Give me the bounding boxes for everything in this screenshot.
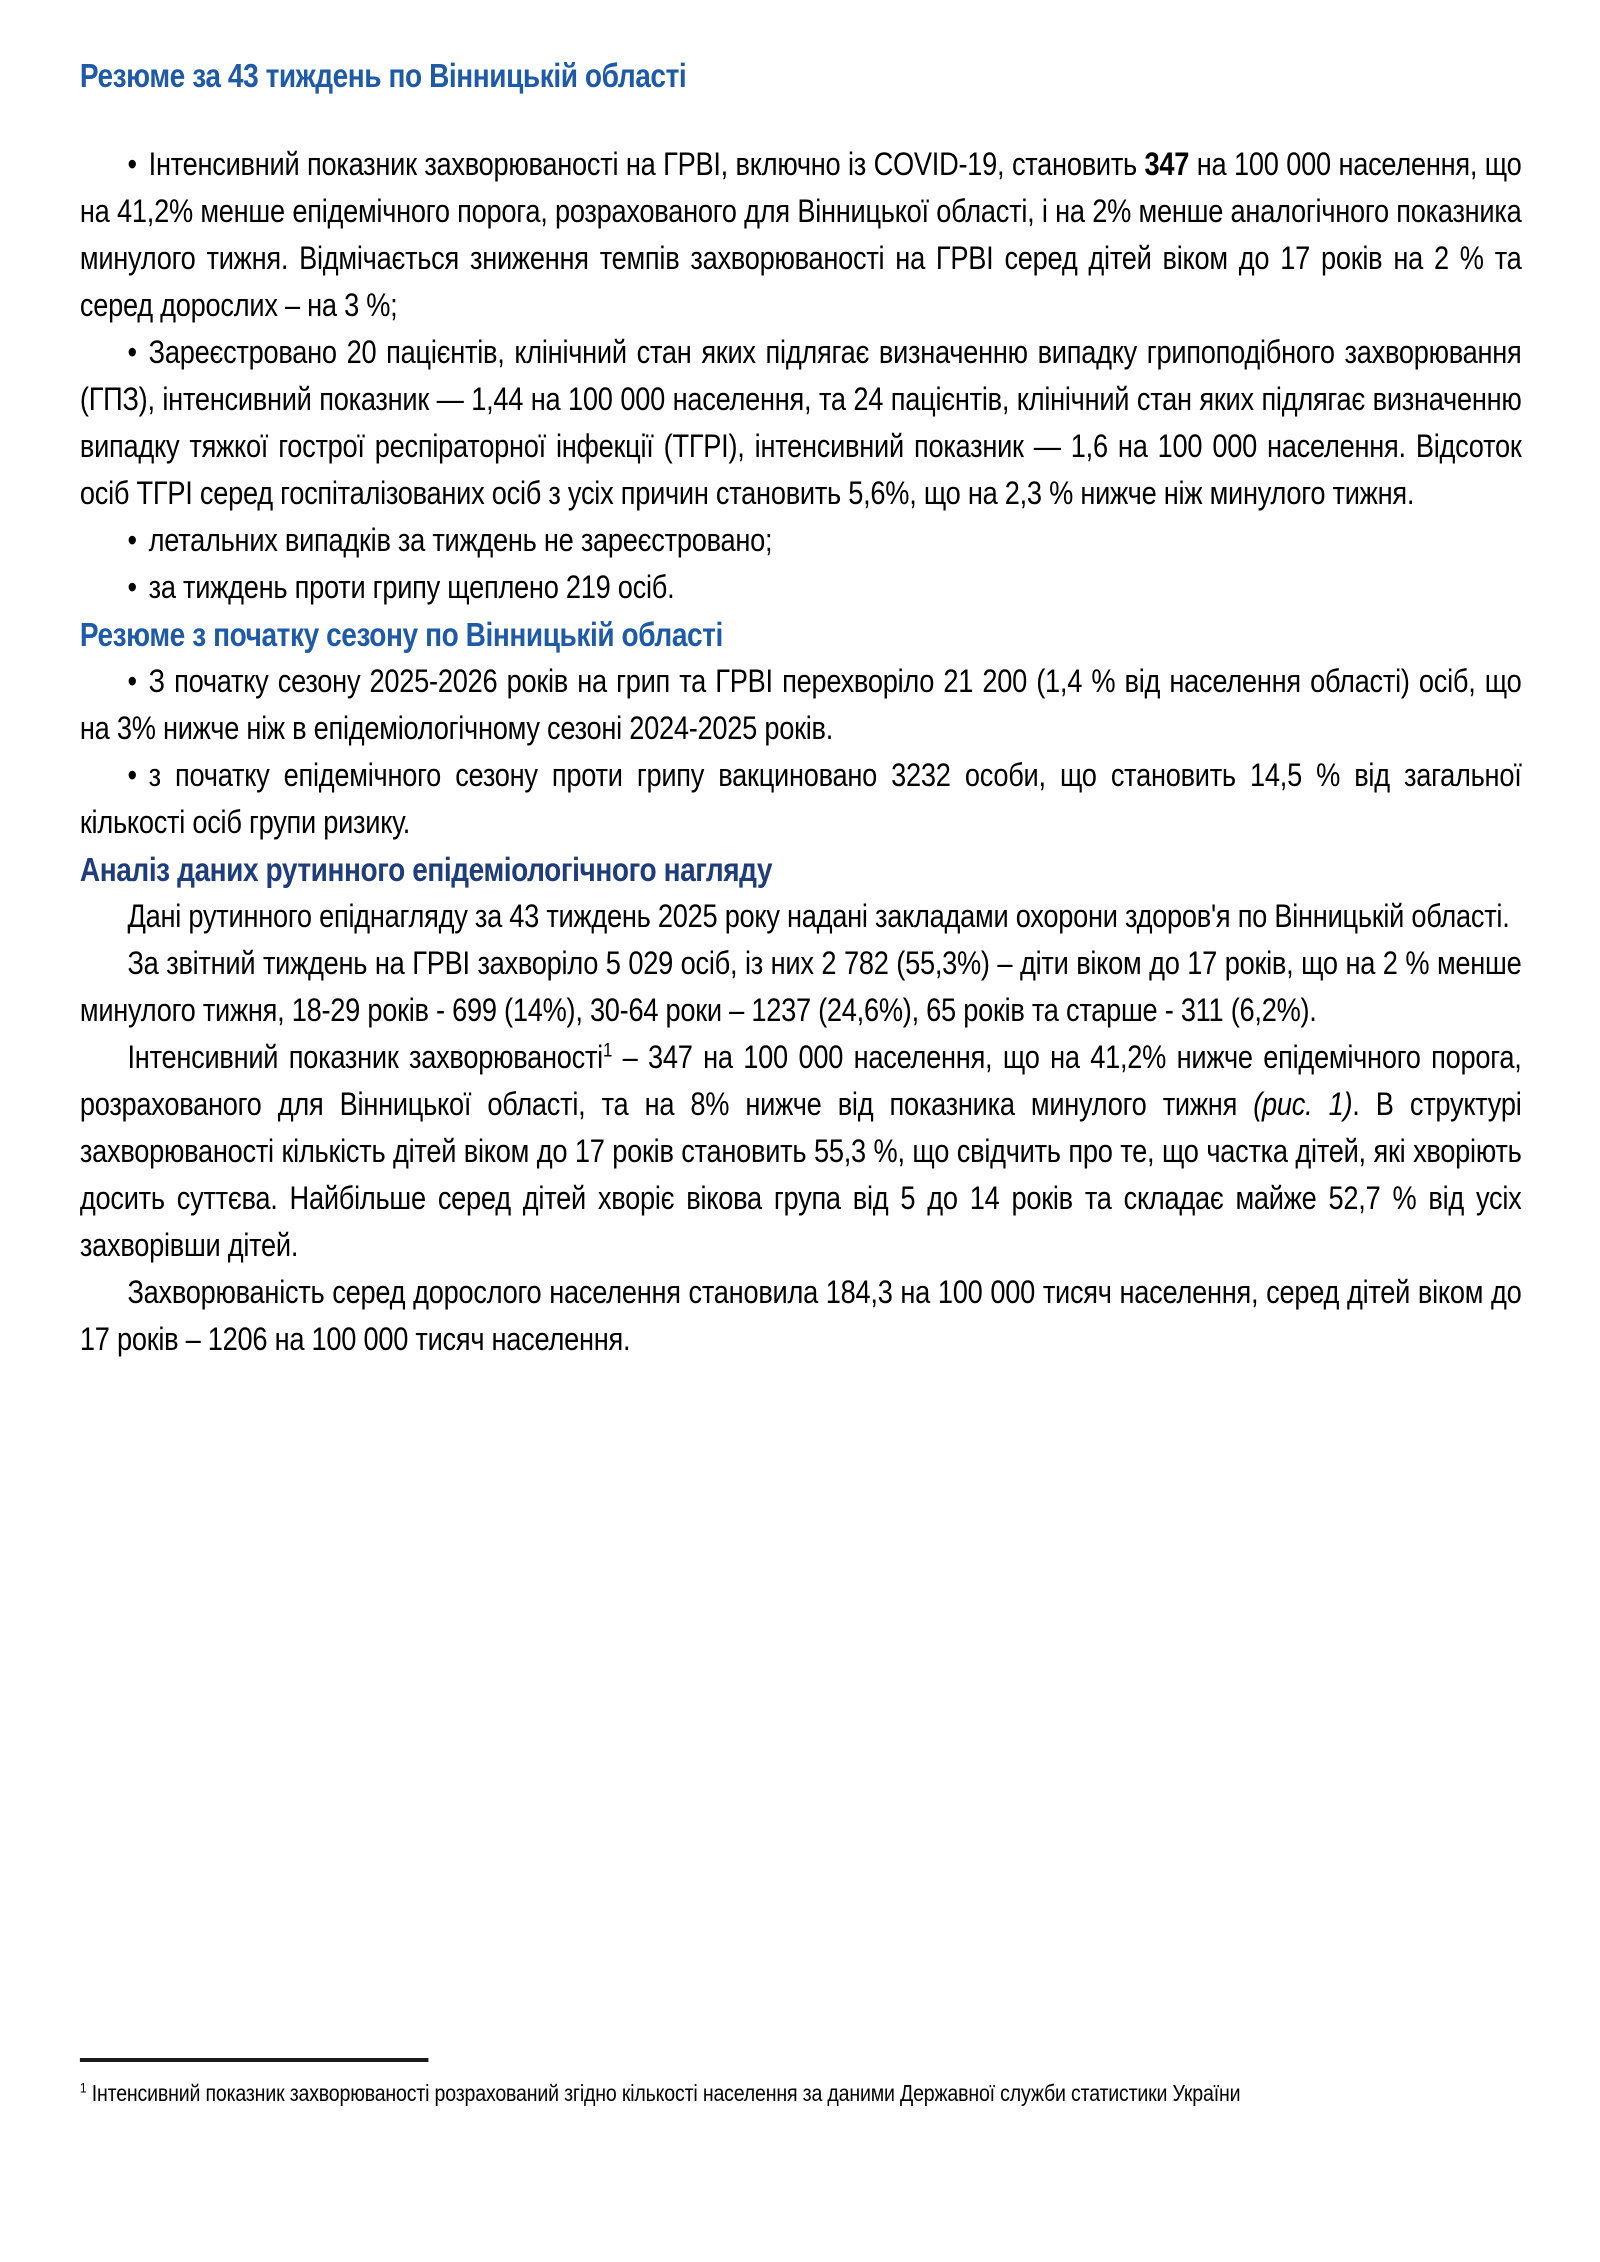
bullet-icon: • [127,146,137,182]
figure-reference: (рис. 1) [1253,1086,1353,1122]
para-text: . В структурі захворюваності кількість дітей віком до 17 років становить 55,3 %, що свідчить про те, що частка дітей, які хворіють досить суттєва. Найбільше серед дітей хворіє вікова група від 5 до 14 років та складає майже 52,7 % від усіх захворівши дітей. [79,1086,1522,1263]
bullet-text: Інтенсивний показник захворюваності на ГРВІ, включно із COVID-19, становить [148,146,1145,182]
bullet-icon: • [127,569,137,605]
heading-routine-surveillance: Аналіз даних рутинного епідеміологічного нагляду [79,851,773,888]
footnote-text [80,2076,1355,2110]
bullet-season-cases [80,658,1522,752]
bullet-ili-sari-cases [80,329,1522,517]
bullet-icon: • [127,334,137,370]
para-weekly-cases-breakdown: За звітний тиждень на ГРВІ захворіло 5 029 осіб, із них 2 782 (55,3%) – діти віком до 17 років, що на 2 % менше минулого тижня, 18-29 років - 699 (14%), 30-64 роки – 1237 (24,6%), 65 років та старше - 311 (6,2%). [79,945,1522,1028]
bullet-icon: • [127,663,137,699]
bullet-season-vaccinated [80,752,1522,846]
heading-season-summary: Резюме з початку сезону по Вінницькій області [79,616,723,653]
para-text: – 347 на 100 000 населення, що на 41,2% нижче епідемічного порога, розрахованого для Вінницької області, та на 8% нижче від показника минулого тижня [79,1039,1522,1122]
bullet-icon: • [127,522,137,558]
bullet-icon: • [127,757,137,793]
footnote-block [80,2058,1522,2110]
bullet-incidence-rate [80,141,1522,329]
para-text: Інтенсивний показник захворюваності [127,1039,603,1075]
heading-week-summary: Резюме за 43 тиждень по Вінницькій області [79,57,687,94]
bullet-text: на 100 000 населення, що на 41,2% менше епідемічного порога, розрахованого для Вінницької області, і на 2% менше аналогічного показника минулого тижня. Відмічається зниження темпів захворюваності на ГРВІ серед дітей віком до 17 років на 2 % та серед дорослих – на 3 %; [79,146,1522,323]
bullet-text: З початку сезону 2025-2026 років на грип та ГРВІ перехворіло 21 200 (1,4 % від населення області) осіб, що на 3% нижче ніж в епідеміологічному сезоні 2024-2025 років. [79,663,1522,746]
footnote-marker-1: 1 [79,2080,87,2097]
bullet-flu-vaccinated-week [80,564,1522,611]
para-data-source: Дані рутинного епіднагляду за 43 тиждень 2025 року надані закладами охорони здоров'я по Вінницькій області. [127,898,1510,934]
bullet-text: за тиждень проти грипу щеплено 219 осіб. [148,569,675,605]
bullet-no-deaths [80,517,1522,564]
bold-value-347: 347 [1144,146,1190,182]
bullet-text: Зареєстровано 20 пацієнтів, клінічний стан яких підлягає визначенню випадку грипоподібного захворювання (ГПЗ), інтенсивний показник — 1,44 на 100 000 населення, та 24 пацієнтів, клінічний стан яких підлягає визначенню випадку тяжкої гострої респіраторної інфекції (ТГРІ), інтенсивний показник — 1,6 на 100 000 населення. Відсоток осіб ТГРІ серед госпіталізованих осіб з усіх причин становить 5,6%, що на 2,3 % нижче ніж минулого тижня. [79,334,1522,511]
para-incidence-analysis [80,1034,1522,1269]
bullet-text: летальних випадків за тиждень не зареєстровано; [148,522,773,558]
para-adult-child-incidence: Захворюваність серед дорослого населення становила 184,3 на 100 000 тисяч населення, серед дітей віком до 17 років – 1206 на 100 000 тисяч населення. [79,1274,1522,1357]
bullet-text: з початку епідемічного сезону проти грипу вакциновано 3232 особи, що становить 14,5 % від загальної кількості осіб групи ризику. [79,757,1522,840]
footnote-body: Інтенсивний показник захворюваності розрахований згідно кількості населення за даними Державної служби статистики України [86,2080,1241,2106]
footnote-ref-1: 1 [602,1039,613,1062]
footnote-separator [80,2058,429,2062]
